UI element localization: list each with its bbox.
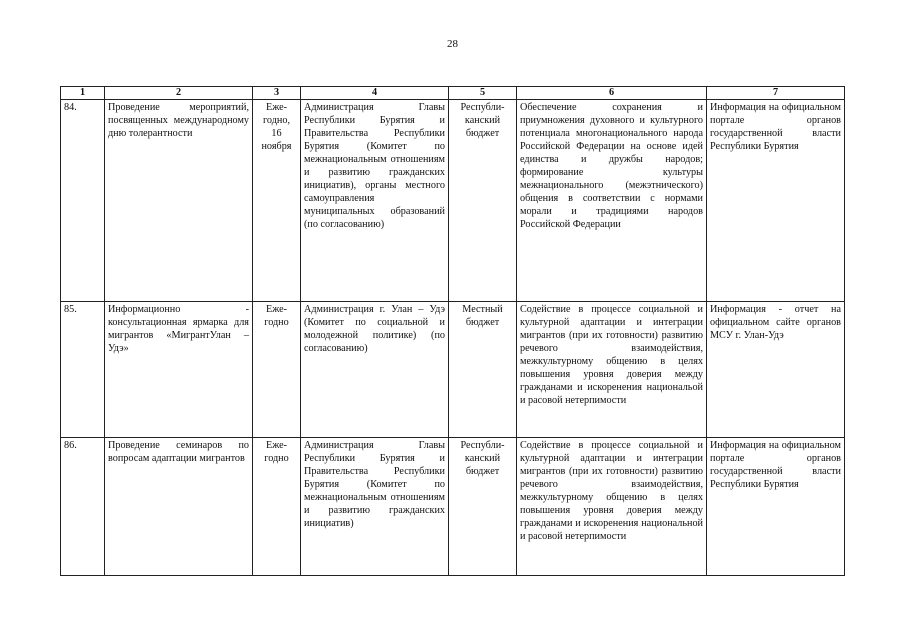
timing-line: 16 [271,128,282,140]
timing-line: годно, [262,115,290,127]
column-header-1: 1 [61,87,105,100]
funding-line: Местный [462,304,503,315]
row-number: 86. [61,438,105,576]
timing-line: годно [264,317,289,329]
funding-line: Республи- [460,440,505,451]
event-name: Проведение мероприятий, посвященных международному дню толерантности [105,100,253,302]
row-number: 85. [61,302,105,438]
funding-source [449,100,517,302]
funding-line: бюджет [465,466,500,478]
timing-line: Еже- [265,304,288,315]
funding-line: бюджет [465,317,500,329]
timing [253,302,301,438]
page-number: 28 [447,38,458,50]
funding-line: бюджет [465,128,500,140]
column-header-7: 7 [707,87,845,100]
executor: Администрация Главы Республики Бурятия и Правительства Республики Бурятия (Комитет по межнациональным отношениям и развитию гражданских инициатив) [301,438,449,576]
column-header-4: 4 [301,87,449,100]
funding-line: канский [464,453,501,465]
table-row [61,100,845,302]
row-number: 84. [61,100,105,302]
timing-line: Еже- [265,440,288,451]
funding-line: Республи- [460,102,505,113]
reporting-form: Информация на официальном портале органов государственной власти Республики Бурятия [707,438,845,576]
header-row [61,87,845,100]
executor: Администрация Главы Республики Бурятия и Правительства Республики Бурятия (Комитет по межнациональным отношениям и развитию гражданских инициатив), органы местного самоуправления муниципальных образований (по согласованию) [301,100,449,302]
timing [253,438,301,576]
measures-table [60,86,845,576]
table-row [61,302,845,438]
column-header-3: 3 [253,87,301,100]
timing-line: ноября [261,141,292,153]
table-row [61,438,845,576]
funding-line: канский [464,115,501,127]
expected-result: Обеспечение сохранения и приумножения духовного и культурного потенциала многонационального народа Российской Федерации на основе идей единства и дружбы народов; формирование культуры межнационального (межэтнического) общения в соответствии с нормами морали и традициями народов Российской Федерации [517,100,707,302]
column-header-5: 5 [449,87,517,100]
event-name: Информационно - консультационная ярмарка для мигрантов «МигрантУлан – Удэ» [105,302,253,438]
expected-result: Содействие в процессе социальной и культурной адаптации и интеграции мигрантов (при их готовности) развитию речевого взаимодействия, межкультурному общению в целях повышения уровня доверия между гражданами и искоренения национальой и расовой нетерпимости [517,302,707,438]
timing-line: годно [264,453,289,465]
executor: Администрация г. Улан – Удэ (Комитет по социальной и молодежной политике) (по согласованию) [301,302,449,438]
column-header-6: 6 [517,87,707,100]
reporting-form: Информация на официальном портале органов государственной власти Республики Бурятия [707,100,845,302]
timing-line: Еже- [265,102,288,113]
reporting-form: Информация - отчет на официальном сайте органов МСУ г. Улан-Удэ [707,302,845,438]
expected-result: Содействие в процессе социальной и культурной адаптации и интеграции мигрантов (при их готовности) развитию речевого взаимодействия, межкультурному общению в целях повышения уровня доверия между гражданами и искоренения национальной и расовой нетерпимости [517,438,707,576]
funding-source [449,302,517,438]
event-name: Проведение семинаров по вопросам адаптации мигрантов [105,438,253,576]
funding-source [449,438,517,576]
column-header-2: 2 [105,87,253,100]
timing [253,100,301,302]
